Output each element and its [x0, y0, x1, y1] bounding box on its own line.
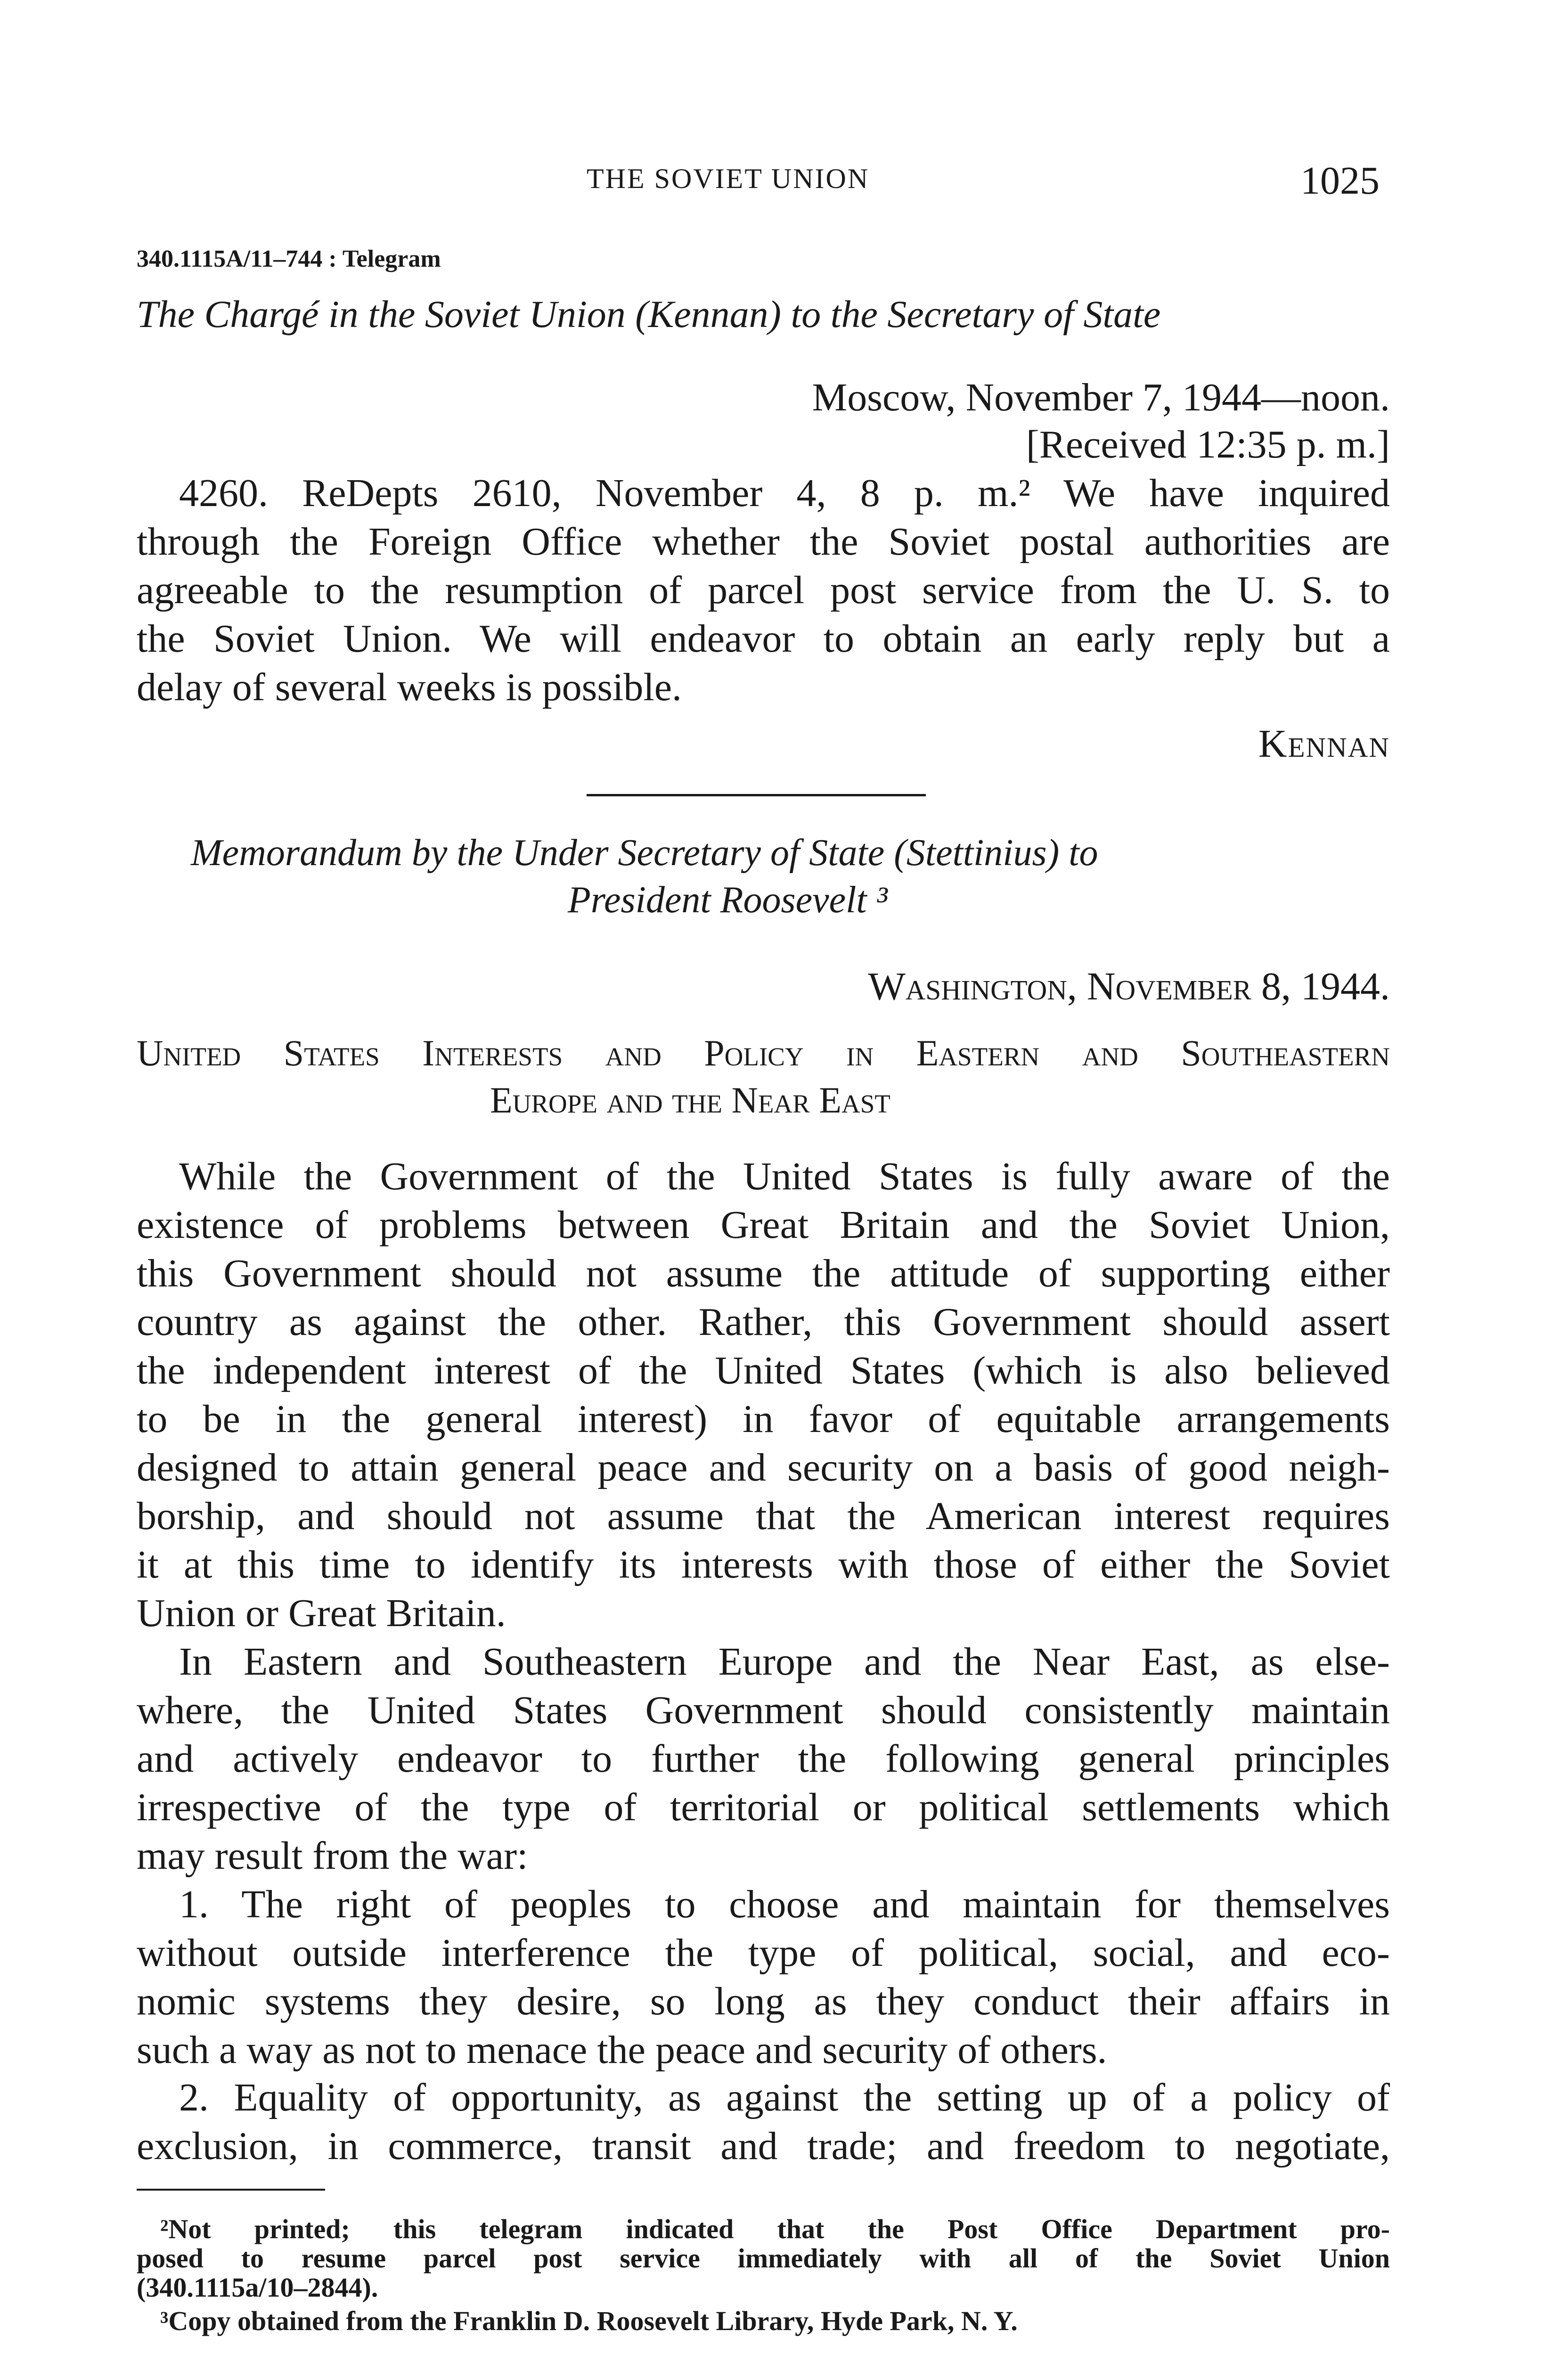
text-line: nomic systems they desire, so long as they conduct their affairs in [137, 1980, 1390, 2023]
text-line: delay of several weeks is possible. [137, 665, 682, 709]
text-line: without outside interference the type of political, social, and eco- [137, 1931, 1390, 1975]
memo-paragraph-1 [137, 1152, 1390, 1637]
section-divider [587, 794, 926, 796]
footnote-2 [137, 2215, 1390, 2302]
memo-title-line2: President Roosevelt ³ [568, 879, 888, 921]
memo-paragraph-2 [137, 1637, 1390, 1880]
page-number: 1025 [1300, 159, 1380, 203]
text-line: While the Government of the United States is fully aware of the [179, 1154, 1390, 1198]
text-line: posed to resume parcel post service immediately with all of the Soviet Union [137, 2243, 1390, 2274]
running-head: THE SOVIET UNION [587, 163, 870, 194]
telegram-dateline: Moscow, November 7, 1944—noon. [812, 376, 1390, 419]
text-line: exclusion, in commerce, transit and trade; and freedom to negotiate, [137, 2124, 1390, 2168]
telegram-body [137, 469, 1390, 712]
file-reference: 340.1115A/11–744 : Telegram [137, 245, 441, 272]
telegram-signature: Kennan [1258, 722, 1390, 766]
text-line: agreeable to the resumption of parcel post service from the U. S. to [137, 568, 1390, 612]
text-line: through the Foreign Office whether the Soviet postal authorities are [137, 520, 1390, 564]
memo-subject-line2: Europe and the Near East [490, 1080, 890, 1121]
text-line: it at this time to identify its interests with those of either the Soviet [137, 1543, 1390, 1587]
text-line: this Government should not assume the attitude of supporting either [137, 1252, 1390, 1295]
telegram-title: The Chargé in the Soviet Union (Kennan) to the Secretary of State [137, 293, 1161, 335]
footnote-divider [137, 2189, 325, 2191]
text-line: may result from the war: [137, 1834, 528, 1878]
text-line: and actively endeavor to further the following general principles [137, 1737, 1390, 1781]
memo-subject-line1: United States Interests and Policy in Eastern and Southeastern [137, 1032, 1390, 1073]
text-line: borship, and should not assume that the American interest requires [137, 1494, 1390, 1538]
text-line: 4260. ReDepts 2610, November 4, 8 p. m.² We have inquired [179, 471, 1390, 515]
memo-dateline: Washington, November 8, 1944. [868, 965, 1390, 1008]
text-line: 2. Equality of opportunity, as against the setting up of a policy of [179, 2076, 1390, 2119]
footnote-3: ³Copy obtained from the Franklin D. Roosevelt Library, Hyde Park, N. Y. [160, 2306, 1018, 2336]
text-line: such a way as not to menace the peace and security of others. [137, 2028, 1107, 2072]
text-line: In Eastern and Southeastern Europe and the Near East, as else- [179, 1640, 1390, 1684]
text-line: 1. The right of peoples to choose and maintain for themselves [179, 1882, 1390, 1926]
text-line: ²Not printed; this telegram indicated that the Post Office Department pro- [160, 2214, 1390, 2244]
principle-item-2 [137, 2073, 1390, 2170]
memo-title-line1: Memorandum by the Under Secretary of State (Stettinius) to [191, 832, 1098, 874]
principle-item-1 [137, 1880, 1390, 2074]
text-line: country as against the other. Rather, this Government should assert [137, 1300, 1390, 1344]
text-line: the Soviet Union. We will endeavor to obtain an early reply but a [137, 617, 1390, 661]
text-line: to be in the general interest) in favor of equitable arrangements [137, 1397, 1390, 1441]
text-line: irrespective of the type of territorial or political settlements which [137, 1785, 1390, 1829]
text-line: Union or Great Britain. [137, 1591, 506, 1635]
text-line: the independent interest of the United States (which is also believed [137, 1349, 1390, 1392]
text-line: (340.1115a/10–2844). [137, 2272, 378, 2303]
text-line: existence of problems between Great Britain and the Soviet Union, [137, 1203, 1390, 1247]
telegram-received: [Received 12:35 p. m.] [1026, 423, 1390, 466]
text-line: where, the United States Government should consistently maintain [137, 1688, 1390, 1732]
text-line: designed to attain general peace and security on a basis of good neigh- [137, 1446, 1390, 1489]
